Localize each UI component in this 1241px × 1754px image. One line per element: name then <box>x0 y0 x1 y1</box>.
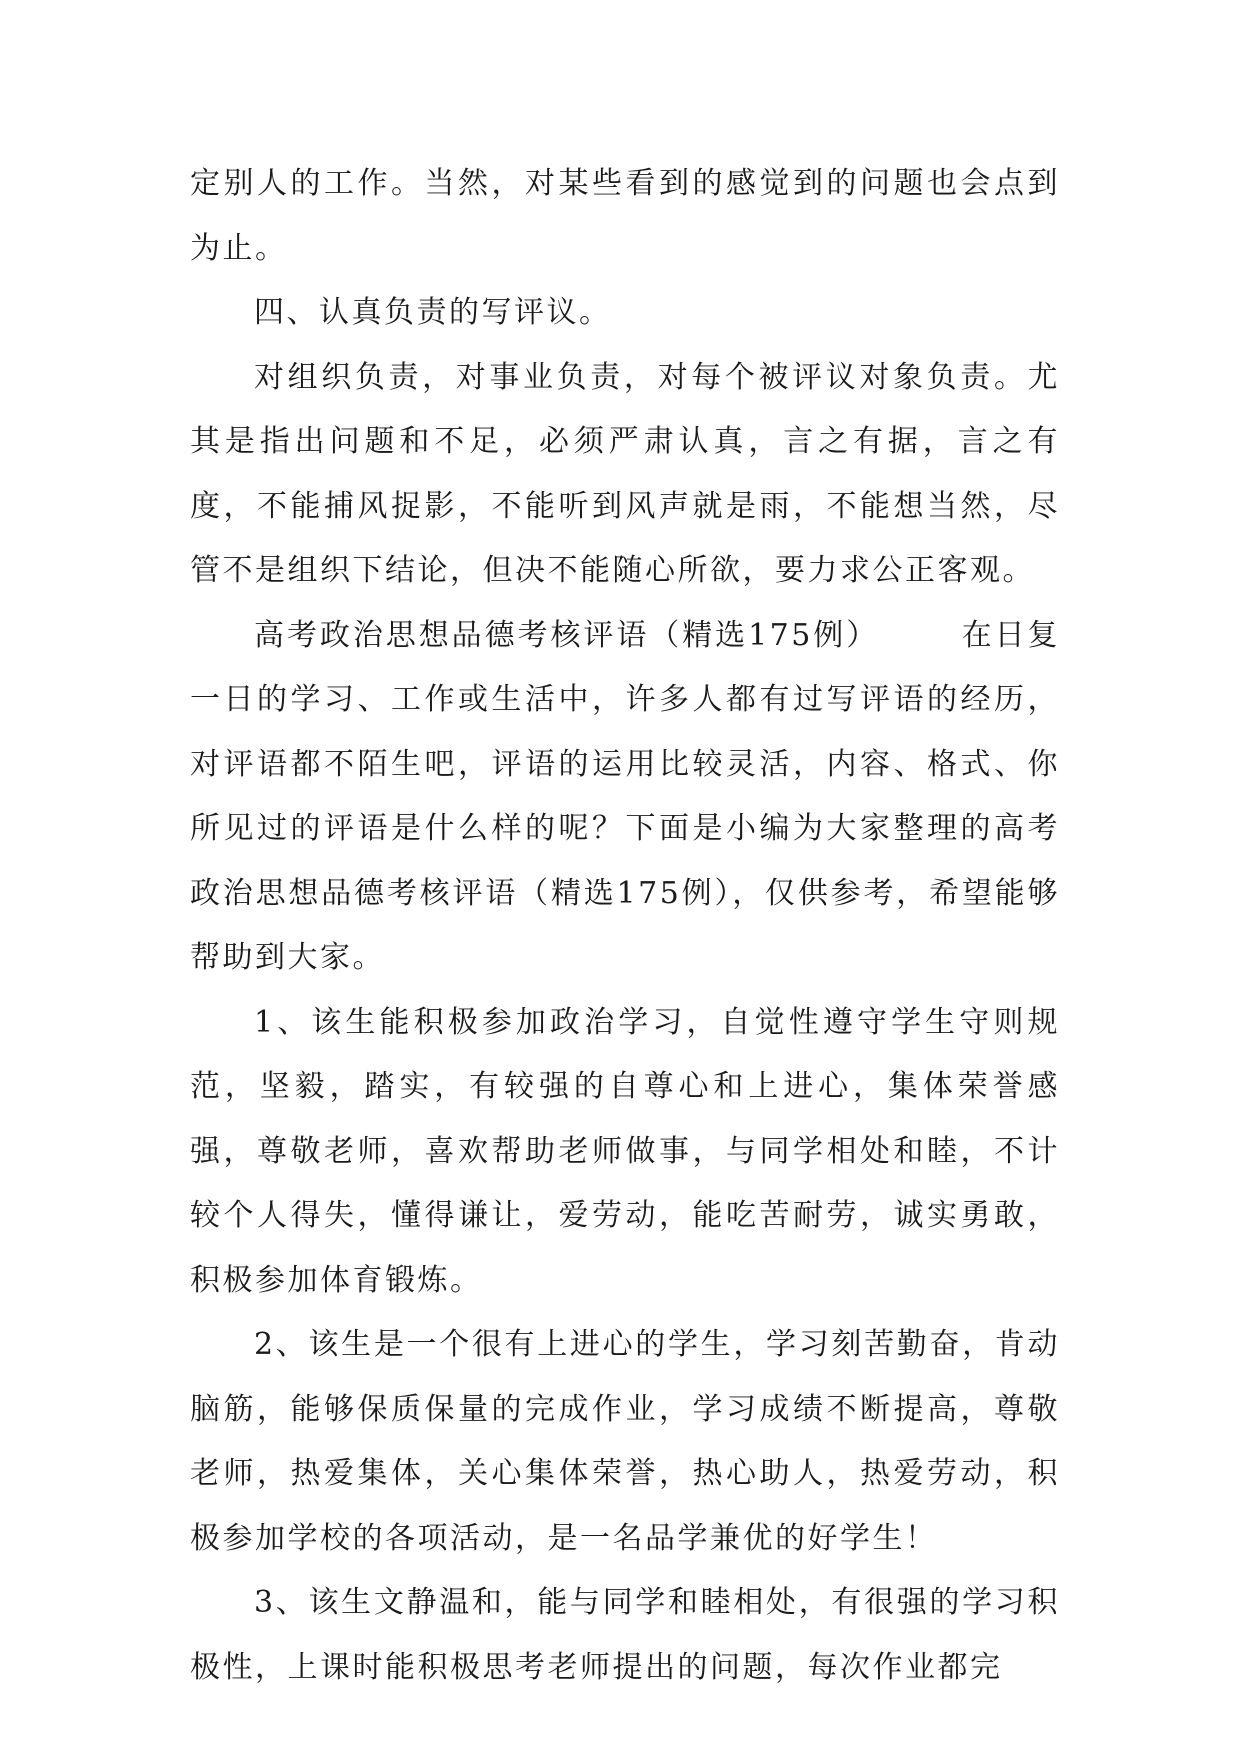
intro-text: 在日复一日的学习、工作或生活中，许多人都有过写评语的经历，对评语都不陌生吧，评语的运用比较灵活，内容、格式、你所见过的评语是什么样的呢？下面是小编为大家整理的高考政治思想品德考核评语（精选175例），仅供参考，希望能够帮助到大家。 <box>190 617 1061 975</box>
paragraph-intro <box>190 604 1060 991</box>
article-title: 高考政治思想品德考核评语（精选175例） <box>254 617 880 653</box>
comment-item-2: 2、该生是一个很有上进心的学生，学习刻苦勤奋，肯动脑筋，能够保质保量的完成作业，学习成绩不断提高，尊敬老师，热爱集体，关心集体荣誉，热心助人，热爱劳动，积极参加学校的各项活动，是一名品学兼优的好学生！ <box>190 1327 1060 1556</box>
comment-item-1: 1、该生能积极参加政治学习，自觉性遵守学生守则规范，坚毅，踏实，有较强的自尊心和上进心，集体荣誉感强，尊敬老师，喜欢帮助老师做事，与同学相处和睦，不计较个人得失，懂得谦让，爱劳动，能吃苦耐劳，诚实勇敢，积极参加体育锻炼。 <box>190 1004 1060 1298</box>
document-body <box>190 152 1060 1700</box>
paragraph-responsibility: 对组织负责，对事业负责，对每个被评议对象负责。尤其是指出问题和不足，必须严肃认真，言之有据，言之有度，不能捕风捉影，不能听到风声就是雨，不能想当然，尽管不是组织下结论，但决不能随心所欲，要力求公正客观。 <box>190 359 1060 588</box>
paragraph-continued: 定别人的工作。当然，对某些看到的感觉到的问题也会点到为止。 <box>190 166 1060 266</box>
section-heading-four: 四、认真负责的写评议。 <box>254 295 612 330</box>
comment-item-3: 3、该生文静温和，能与同学和睦相处，有很强的学习积极性，上课时能积极思考老师提出的问题，每次作业都完 <box>190 1585 1060 1685</box>
